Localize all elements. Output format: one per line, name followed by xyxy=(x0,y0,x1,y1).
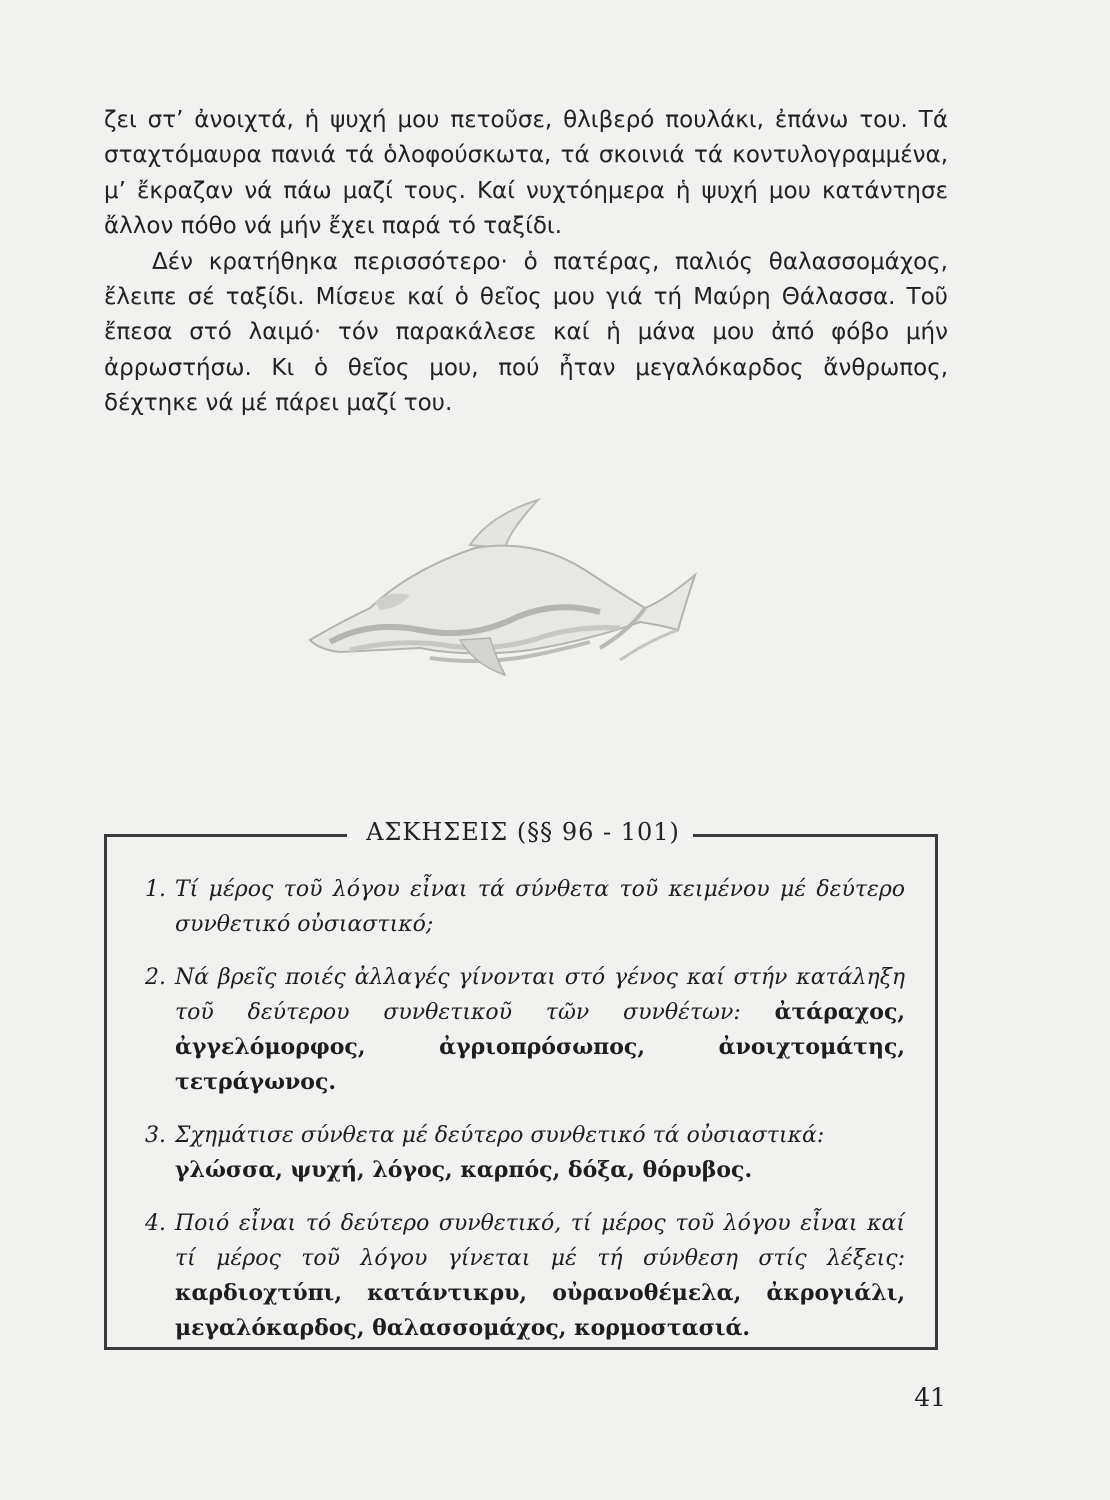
prose-paragraph-2: Δέν κρατήθηκα περισσότερο· ὁ πατέρας, παλιός θαλασσομάχος, ἔλειπε σέ ταξίδι. Μίσευε καί ὁ θεῖος μου γιά τή Μαύρη Θάλασσα. Τοῦ ἔπεσα στό λαιμό· τόν παρακάλεσε καί ἡ μάνα μου ἀπό φόβο μήν ἀρρωστήσω. Κι ὁ θεῖος μου, πού ἦταν μεγαλόκαρδος ἄνθρωπος, δέχτηκε νά μέ πάρει μαζί του. xyxy=(104,248,948,417)
exercise-number: 3. xyxy=(145,1123,166,1148)
prose-paragraph-1: ζει στ’ ἀνοιχτά, ἡ ψυχή μου πετοῦσε, θλιβερό πουλάκι, ἐπάνω του. Τά σταχτόμαυρα πανιά τά ὁλοφούσκωτα, τά σκοινιά τά κοντυλογραμμένα, μ’ ἔκραζαν νά πάω μαζί τους. Καί νυχτόημερα ἡ ψυχή μου κατάντησε ἄλλον πόθο νά μήν ἔχει παρά τό ταξίδι. xyxy=(104,107,948,240)
box-border-left xyxy=(107,834,347,837)
exercise-words: καρδιοχτύπι, κατάντικρυ, οὐρανοθέμελα, ἀκρογιάλι, μεγαλόκαρδος, θαλασσομάχος, κορμοστασιά. xyxy=(175,1280,905,1341)
exercise-item-2 xyxy=(145,960,905,1100)
exercise-number: 4. xyxy=(145,1211,166,1236)
exercise-number: 1. xyxy=(145,877,166,902)
exercise-words: ἀτάραχος, ἀγγελόμορφος, ἀγριοπρόσωπος, ἀνοιχτομάτης, τετράγωνος. xyxy=(175,999,905,1095)
exercise-list xyxy=(145,872,905,1364)
exercise-item-1 xyxy=(145,872,905,942)
exercise-item-3 xyxy=(145,1118,905,1188)
exercise-words: γλώσσα, ψυχή, λόγος, καρπός, δόξα, θόρυβος. xyxy=(175,1157,753,1183)
exercise-question: Νά βρεῖς ποιές ἀλλαγές γίνονται στό γένος καί στήν κατάληξη τοῦ δεύτερου συνθετικοῦ τῶν συνθέτων: xyxy=(175,965,905,1025)
exercise-question: Τί μέρος τοῦ λόγου εἶναι τά σύνθετα τοῦ κειμένου μέ δεύτερο συνθετικό οὐσιαστικό; xyxy=(175,877,905,937)
prose-text xyxy=(104,103,948,422)
exercise-item-4 xyxy=(145,1206,905,1346)
dolphin-icon xyxy=(300,490,720,690)
exercises-box xyxy=(104,818,938,1350)
exercise-question: Σχημάτισε σύνθετα μέ δεύτερο συνθετικό τά οὐσιαστικά: xyxy=(175,1123,825,1148)
exercise-question: Ποιό εἶναι τό δεύτερο συνθετικό, τί μέρος τοῦ λόγου εἶναι καί τί μέρος τοῦ λόγου γίνεται μέ τή σύνθεση στίς λέξεις: xyxy=(175,1211,905,1271)
page-number: 41 xyxy=(914,1383,946,1412)
box-border-right xyxy=(693,834,935,837)
exercise-number: 2. xyxy=(145,965,166,990)
exercises-title: ΑΣΚΗΣΕΙΣ (§§ 96 - 101) xyxy=(366,818,680,846)
